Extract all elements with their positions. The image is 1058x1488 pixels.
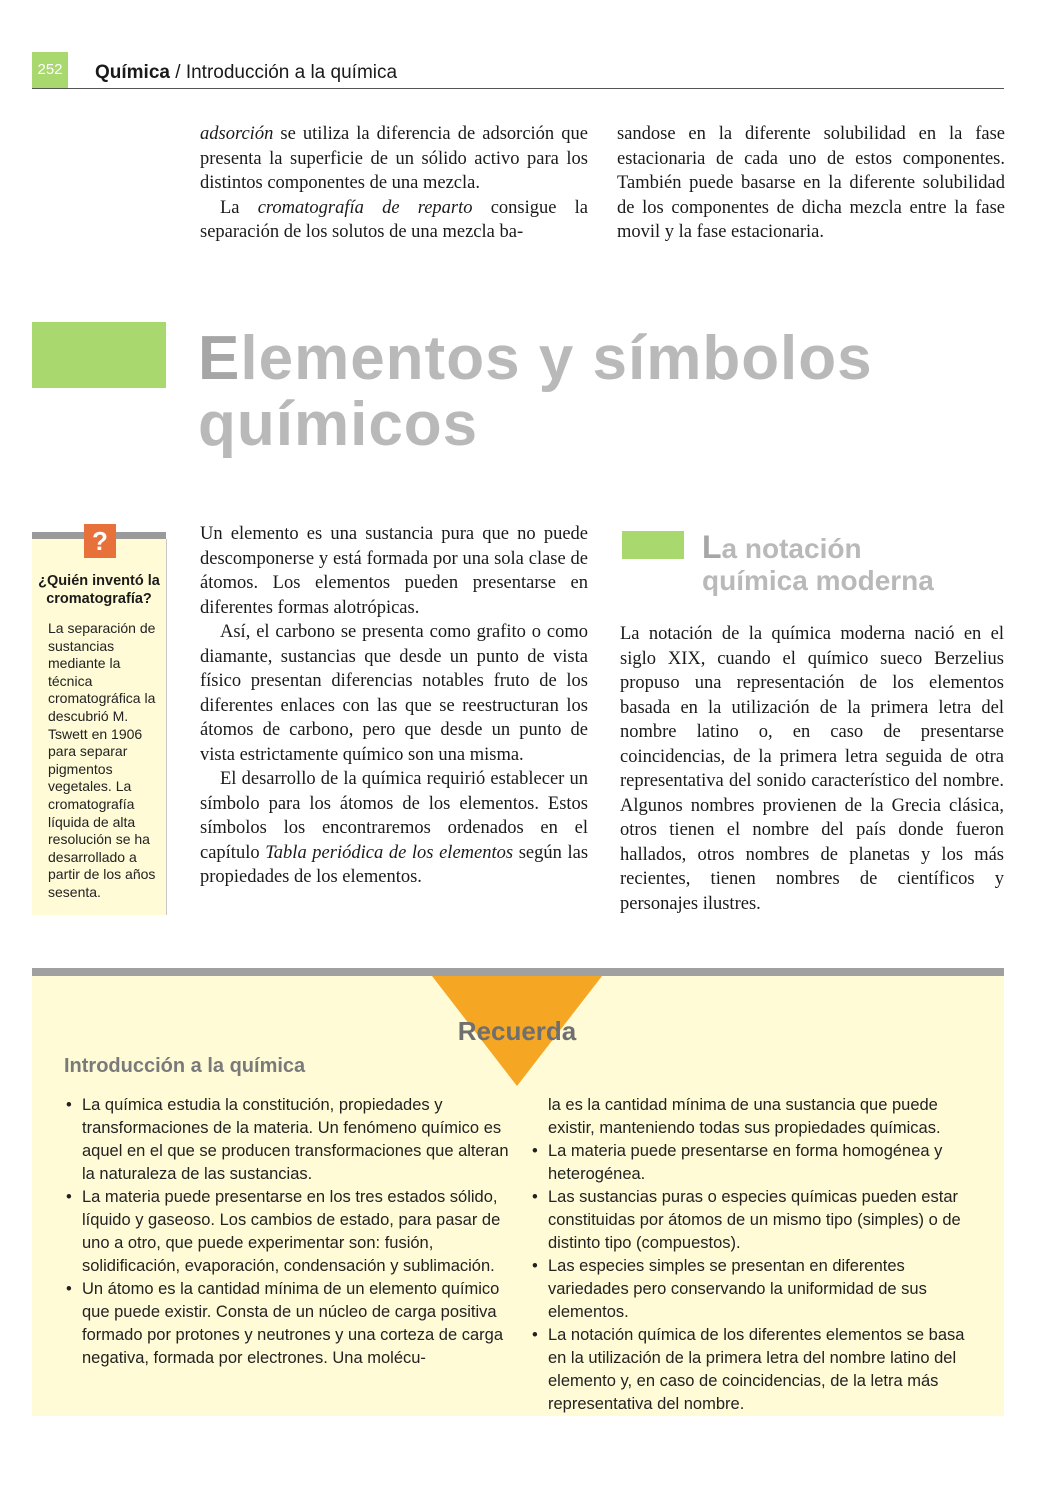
subsection-paragraph: La notación de la química moderna nació en el siglo XIX, cuando el químico sueco Berzelius propuso una representación de los elementos basada en la utilización de la primera letra del nombre latino o, en caso de presentarse coincidencias, de la primera letra seguida de otra representativa del sonido característico del nombre. Algunos nombres provienen de la Grecia clásica, otros tienen el nombre del país donde fueron hallados, otros nombres de planetas y los más recientes, tienen nombres de científicos y personajes ilustres. <box>620 624 1005 914</box>
top-left-column <box>200 122 588 245</box>
recuerda-right-list <box>530 1094 980 1416</box>
list-item: • Las sustancias puras o especies químicas pueden estar constituidas por átomos de un mismo tipo (simples) o de distinto tipo (compuestos). <box>530 1186 980 1255</box>
recuerda-subtitle: Introducción a la química <box>64 1055 306 1077</box>
title-accent-block <box>32 322 166 388</box>
top-paragraph-1: adsorción se utiliza la diferencia de adsorción que presenta la superficie de un sólido activo para los distintos componentes de una mezcla. <box>200 124 588 193</box>
list-item: • La materia puede presentarse en los tres estados sólido, líquido y gaseoso. Los cambios de estado, para pasar de uno a otro, que puede experimentar son: fusión, solidificación, evaporación, condensación y sublimación. <box>64 1186 510 1278</box>
list-item: • Las especies simples se presentan en diferentes variedades pero conservando la uniformidad de sus elementos. <box>530 1255 980 1324</box>
recuerda-rule <box>32 968 1004 976</box>
body-paragraph-3: El desarrollo de la química requirió establecer un símbolo para los átomos de los elementos. Estos símbolos los encontraremos ordenados en el capítulo Tabla periódica de los elementos según las propiedades de los elementos. <box>200 769 589 887</box>
list-item: • La notación química de los diferentes elementos se basa en la utilización de la primera letra del nombre latino del elemento y, en caso de coincidencias, de la letra más representativa del nombre. <box>530 1324 980 1416</box>
page-number: 252 <box>32 52 68 88</box>
top-paragraph-2: La cromatografía de reparto consigue la separación de los solutos de una mezcla ba- <box>200 197 588 242</box>
subtitle-dropcap: L <box>702 529 722 565</box>
body-paragraph-2: Así, el carbono se presenta como grafito o como diamante, sustancias que desde un punto de vista físico presentan diferencias notables fruto de los diferentes enlaces con las que se reestructuran los átomos de carbono, pero que desde un punto de vista estrictamente químico son una misma. <box>200 622 588 765</box>
header-subject: Química <box>95 62 170 83</box>
question-mark-icon: ? <box>84 524 116 558</box>
header-rule <box>32 88 1004 89</box>
sidebar-text: La separación de sustancias mediante la técnica cromatográfica la descubrió M. Tswett en 1906 para separar pigmentos vegetales. La cromatografía líquida de alta resolución se ha desarrollado a partir de los años sesenta. <box>48 620 156 900</box>
header-separator: / <box>175 62 181 83</box>
recuerda-left-list <box>64 1094 510 1370</box>
sidebar-question: ¿Quién inventó la cromatografía? <box>38 573 160 607</box>
list-item: • Un átomo es la cantidad mínima de un elemento químico que puede existir. Consta de un núcleo de carga positiva formado por protones y neutrones y una corteza de carga negativa, formada por electrones. Una molécu- <box>64 1278 510 1370</box>
section-title: Elementos y símbolos químicos <box>198 324 873 459</box>
top-right-column <box>617 122 1005 245</box>
running-header <box>95 62 397 84</box>
body-column <box>200 522 588 890</box>
header-chapter: Introducción a la química <box>185 62 398 83</box>
list-item: • La materia puede presentarse en forma homogénea y heterogénea. <box>530 1140 980 1186</box>
recuerda-title: Recuerda <box>457 1016 577 1046</box>
body-paragraph-1: Un elemento es una sustancia pura que no puede descomponerse y está formada por una sola clase de átomos. Los elementos pueden presentarse en diferentes formas alotrópicas. <box>200 524 588 618</box>
top-paragraph-3: sandose en la diferente solubilidad en la fase estacionaria de cada uno de estos componentes. También puede basarse en la diferente solubilidad de los componentes de dicha mezcla entre la fase movil y la fase estacionaria. <box>617 124 1005 242</box>
subsection-column <box>620 622 1004 916</box>
subsection-title: La notación química moderna <box>702 529 934 596</box>
subtitle-accent-block <box>622 531 684 559</box>
list-item: • La química estudia la constitución, propiedades y transformaciones de la materia. Un fenómeno químico es aquel en el que se producen transformaciones que alteran la naturaleza de las sustancias. <box>64 1094 510 1186</box>
title-dropcap: E <box>198 324 241 393</box>
list-item-continuation: la es la cantidad mínima de una sustancia que puede existir, manteniendo todas sus propiedades químicas. <box>548 1096 941 1137</box>
